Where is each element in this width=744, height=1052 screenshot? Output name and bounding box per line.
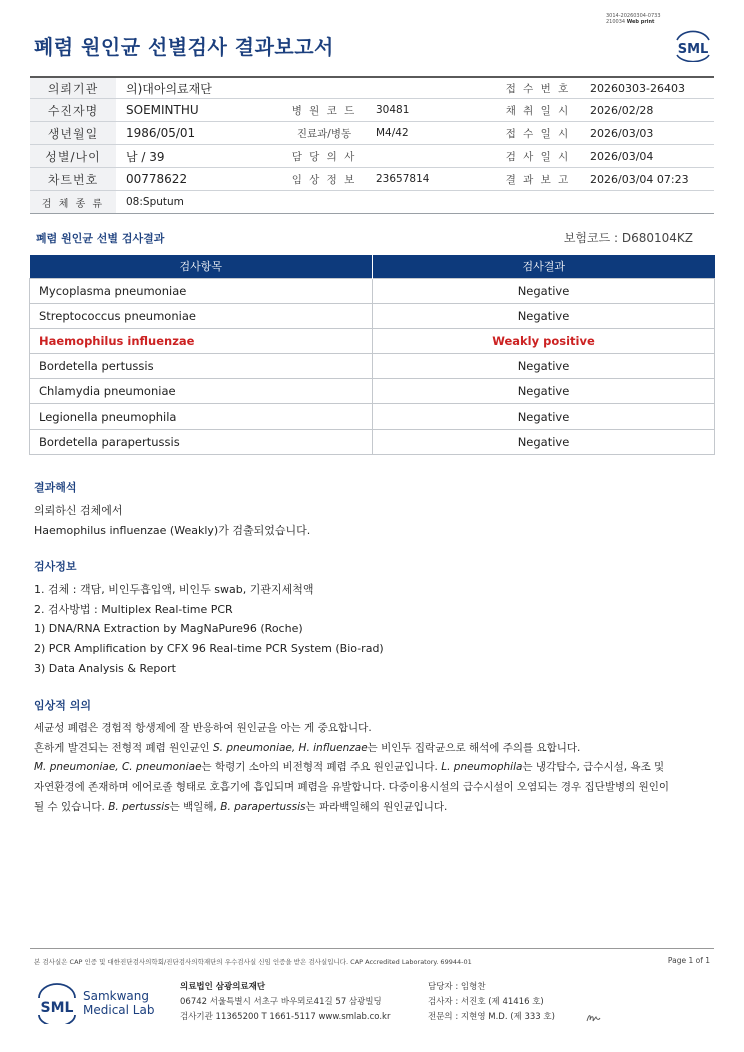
test-info-line: 1) DNA/RNA Extraction by MagNaPure96 (Roche) — [34, 622, 303, 636]
clinical-line: 자연환경에 존재하며 에어로졸 형태로 호흡기에 흡입되며 폐렴을 유발합니다. 다중이용시설의 급수시설이 오염되는 경우 집단발병의 원인이 — [34, 781, 670, 794]
info-label: 차트번호 — [30, 168, 116, 190]
interpretation-title: 결과해석 — [34, 481, 77, 494]
interpretation-line: 의뢰하신 검체에서 — [34, 503, 123, 517]
info-row — [30, 99, 714, 122]
clinical-section — [34, 696, 669, 818]
print-meta — [606, 13, 661, 25]
logo-brand-top: SML — [677, 42, 709, 57]
staff-line: 전문의 : 지현영 M.D. (제 333 호) — [428, 1012, 555, 1022]
info-mid-value: M4/42 — [376, 127, 409, 139]
sml-logo-icon — [673, 26, 713, 62]
table-row — [30, 303, 715, 328]
info-right-value: 2026/02/28 — [590, 103, 654, 117]
clinical-text: 는 냉각탑수, 급수시설, 욕조 및 — [522, 761, 665, 774]
patient-info-table — [30, 76, 714, 214]
org-contact: 검사기관 11365200 T 1661-5117 www.smlab.co.kr — [180, 1012, 391, 1022]
clinical-line — [34, 758, 669, 778]
header-test-item: 검사항목 — [30, 255, 373, 278]
print-meta-id: 3014-20260304-0733 — [606, 13, 661, 19]
sml-footer-logo-icon — [36, 982, 78, 1024]
clinical-text: 될 수 있습니다. — [34, 800, 109, 813]
results-section-title: 폐렴 원인균 선별 검사결과 — [36, 232, 165, 245]
table-row — [30, 429, 715, 454]
insurance-code: 보험코드 : D680104KZ — [563, 231, 693, 245]
signature-icon — [585, 1012, 601, 1024]
report-title: 폐렴 원인균 선별검사 결과보고서 — [34, 35, 334, 59]
info-right-label: 접 수 일 시 — [505, 127, 571, 140]
test-result: Weakly positive — [373, 328, 715, 353]
footer-divider — [30, 948, 714, 949]
clinical-text: 는 파라백일해의 원인균입니다. — [305, 800, 448, 813]
test-name: Legionella pneumophila — [30, 404, 373, 429]
test-info-line: 3) Data Analysis & Report — [34, 661, 176, 675]
info-label: 수진자명 — [30, 99, 116, 121]
clinical-text: 는 백일해, — [169, 800, 221, 813]
logo-wordmark — [83, 989, 154, 1017]
info-row — [30, 76, 714, 99]
clinical-title: 임상적 의의 — [34, 699, 91, 712]
org-name: 의료법인 삼광의료재단 — [180, 982, 266, 992]
info-label: 성별/나이 — [30, 145, 116, 167]
clinical-text: 는 비인두 집락균으로 해석에 주의를 요합니다. — [367, 741, 581, 754]
test-name: Chlamydia pneumoniae — [30, 379, 373, 404]
info-value: 1986/05/01 — [126, 126, 196, 140]
info-mid-label: 병 원 코 드 — [291, 104, 357, 117]
logo-name-line2: Medical Lab — [83, 1003, 155, 1017]
info-right-label: 접 수 번 호 — [505, 82, 571, 95]
clinical-species: B. pertussis — [108, 800, 170, 813]
info-row — [30, 145, 714, 168]
org-address: 06742 서울특별시 서초구 바우뫼로41길 57 삼광빌딩 — [180, 997, 382, 1007]
logo-name-line1: Samkwang — [83, 989, 149, 1003]
clinical-line — [34, 798, 669, 818]
test-info-line: 1. 검체 : 객담, 비인두흡입액, 비인두 swab, 기관지세척액 — [34, 582, 314, 596]
test-result: Negative — [373, 379, 715, 404]
clinical-text: 는 학령기 소아의 비전형적 폐렴 주요 원인균입니다. — [201, 761, 442, 774]
accreditation-note: 본 검사실은 CAP 인증 및 대한진단검사의학회/진단검사의학재단의 우수검사실 신임 인증을 받은 검사실입니다. CAP Accredited Laboratory. 69944-01 — [34, 958, 472, 966]
info-row — [30, 168, 714, 191]
clinical-species: B. parapertussis — [220, 800, 306, 813]
info-value: 의)대아의료재단 — [126, 81, 212, 96]
test-name: Bordetella parapertussis — [30, 429, 373, 454]
info-right-value: 2026/03/03 — [590, 126, 654, 140]
interpretation-section — [34, 478, 310, 540]
test-result: Negative — [373, 404, 715, 429]
specimen-label: 검 체 종 류 — [30, 191, 116, 213]
info-value: SOEMINTHU — [126, 103, 199, 117]
info-right-value: 2026/03/04 — [590, 149, 654, 163]
test-info-line: 2. 검사방법 : Multiplex Real-time PCR — [34, 602, 233, 616]
info-right-value: 2026/03/04 07:23 — [590, 172, 689, 186]
test-name: Streptococcus pneumoniae — [30, 303, 373, 328]
test-result: Negative — [373, 278, 715, 303]
info-mid-label: 담 당 의 사 — [291, 150, 357, 163]
info-right-label: 채 취 일 시 — [505, 104, 571, 117]
test-info-section — [34, 557, 384, 679]
info-row-specimen — [30, 191, 714, 214]
info-right-value: 20260303-26403 — [590, 81, 685, 95]
test-result: Negative — [373, 429, 715, 454]
print-meta-label: Web print — [626, 19, 655, 25]
clinical-species: M. pneumoniae, C. pneumoniae — [34, 761, 202, 774]
test-name: Bordetella pertussis — [30, 354, 373, 379]
clinical-species: S. pneumoniae, H. influenzae — [212, 741, 368, 754]
table-row — [30, 404, 715, 429]
print-meta-line2 — [606, 19, 661, 25]
info-mid-label: 임 상 정 보 — [291, 173, 357, 186]
clinical-line: 세균성 폐렴은 경험적 항생제에 잘 반응하여 원인균을 아는 게 중요합니다. — [34, 721, 372, 734]
results-header-row — [30, 255, 715, 278]
clinical-line — [34, 739, 669, 759]
clinical-species: L. pneumophila — [441, 761, 523, 774]
info-mid-value: 23657814 — [376, 173, 430, 185]
test-result: Negative — [373, 303, 715, 328]
logo-brand-bottom: SML — [40, 1000, 74, 1016]
test-info-title: 검사정보 — [34, 560, 77, 573]
test-result: Negative — [373, 354, 715, 379]
staff-info — [428, 980, 555, 1025]
header-test-result: 검사결과 — [373, 255, 715, 278]
info-mid-label: 진료과/병동 — [296, 127, 352, 140]
clinical-text: 흔하게 발견되는 전형적 폐렴 원인균인 — [34, 741, 213, 754]
info-label: 생년월일 — [30, 122, 116, 144]
staff-line: 검사자 : 서진호 (제 41416 호) — [428, 997, 544, 1007]
info-mid-value: 30481 — [376, 104, 410, 116]
specimen-value: 08:Sputum — [126, 196, 184, 208]
info-right-label: 검 사 일 시 — [505, 150, 571, 163]
table-row-positive — [30, 328, 715, 353]
results-table — [29, 255, 715, 455]
info-row — [30, 122, 714, 145]
organization-info — [180, 980, 390, 1025]
info-label: 의뢰기관 — [30, 78, 116, 98]
table-row — [30, 379, 715, 404]
test-name: Mycoplasma pneumoniae — [30, 278, 373, 303]
test-name: Haemophilus influenzae — [30, 328, 373, 353]
info-value: 00778622 — [126, 172, 188, 186]
info-value: 남 / 39 — [126, 149, 165, 164]
print-meta-code: 210034 — [606, 19, 626, 25]
test-info-line: 2) PCR Amplification by CFX 96 Real-time PCR System (Bio-rad) — [34, 642, 384, 656]
staff-line: 담당자 : 임형찬 — [428, 982, 486, 992]
table-row — [30, 354, 715, 379]
table-row — [30, 278, 715, 303]
interpretation-line: Haemophilus influenzae (Weakly)가 검출되었습니다. — [34, 523, 311, 537]
page-number: Page 1 of 1 — [667, 956, 710, 965]
info-right-label: 결 과 보 고 — [505, 173, 571, 186]
